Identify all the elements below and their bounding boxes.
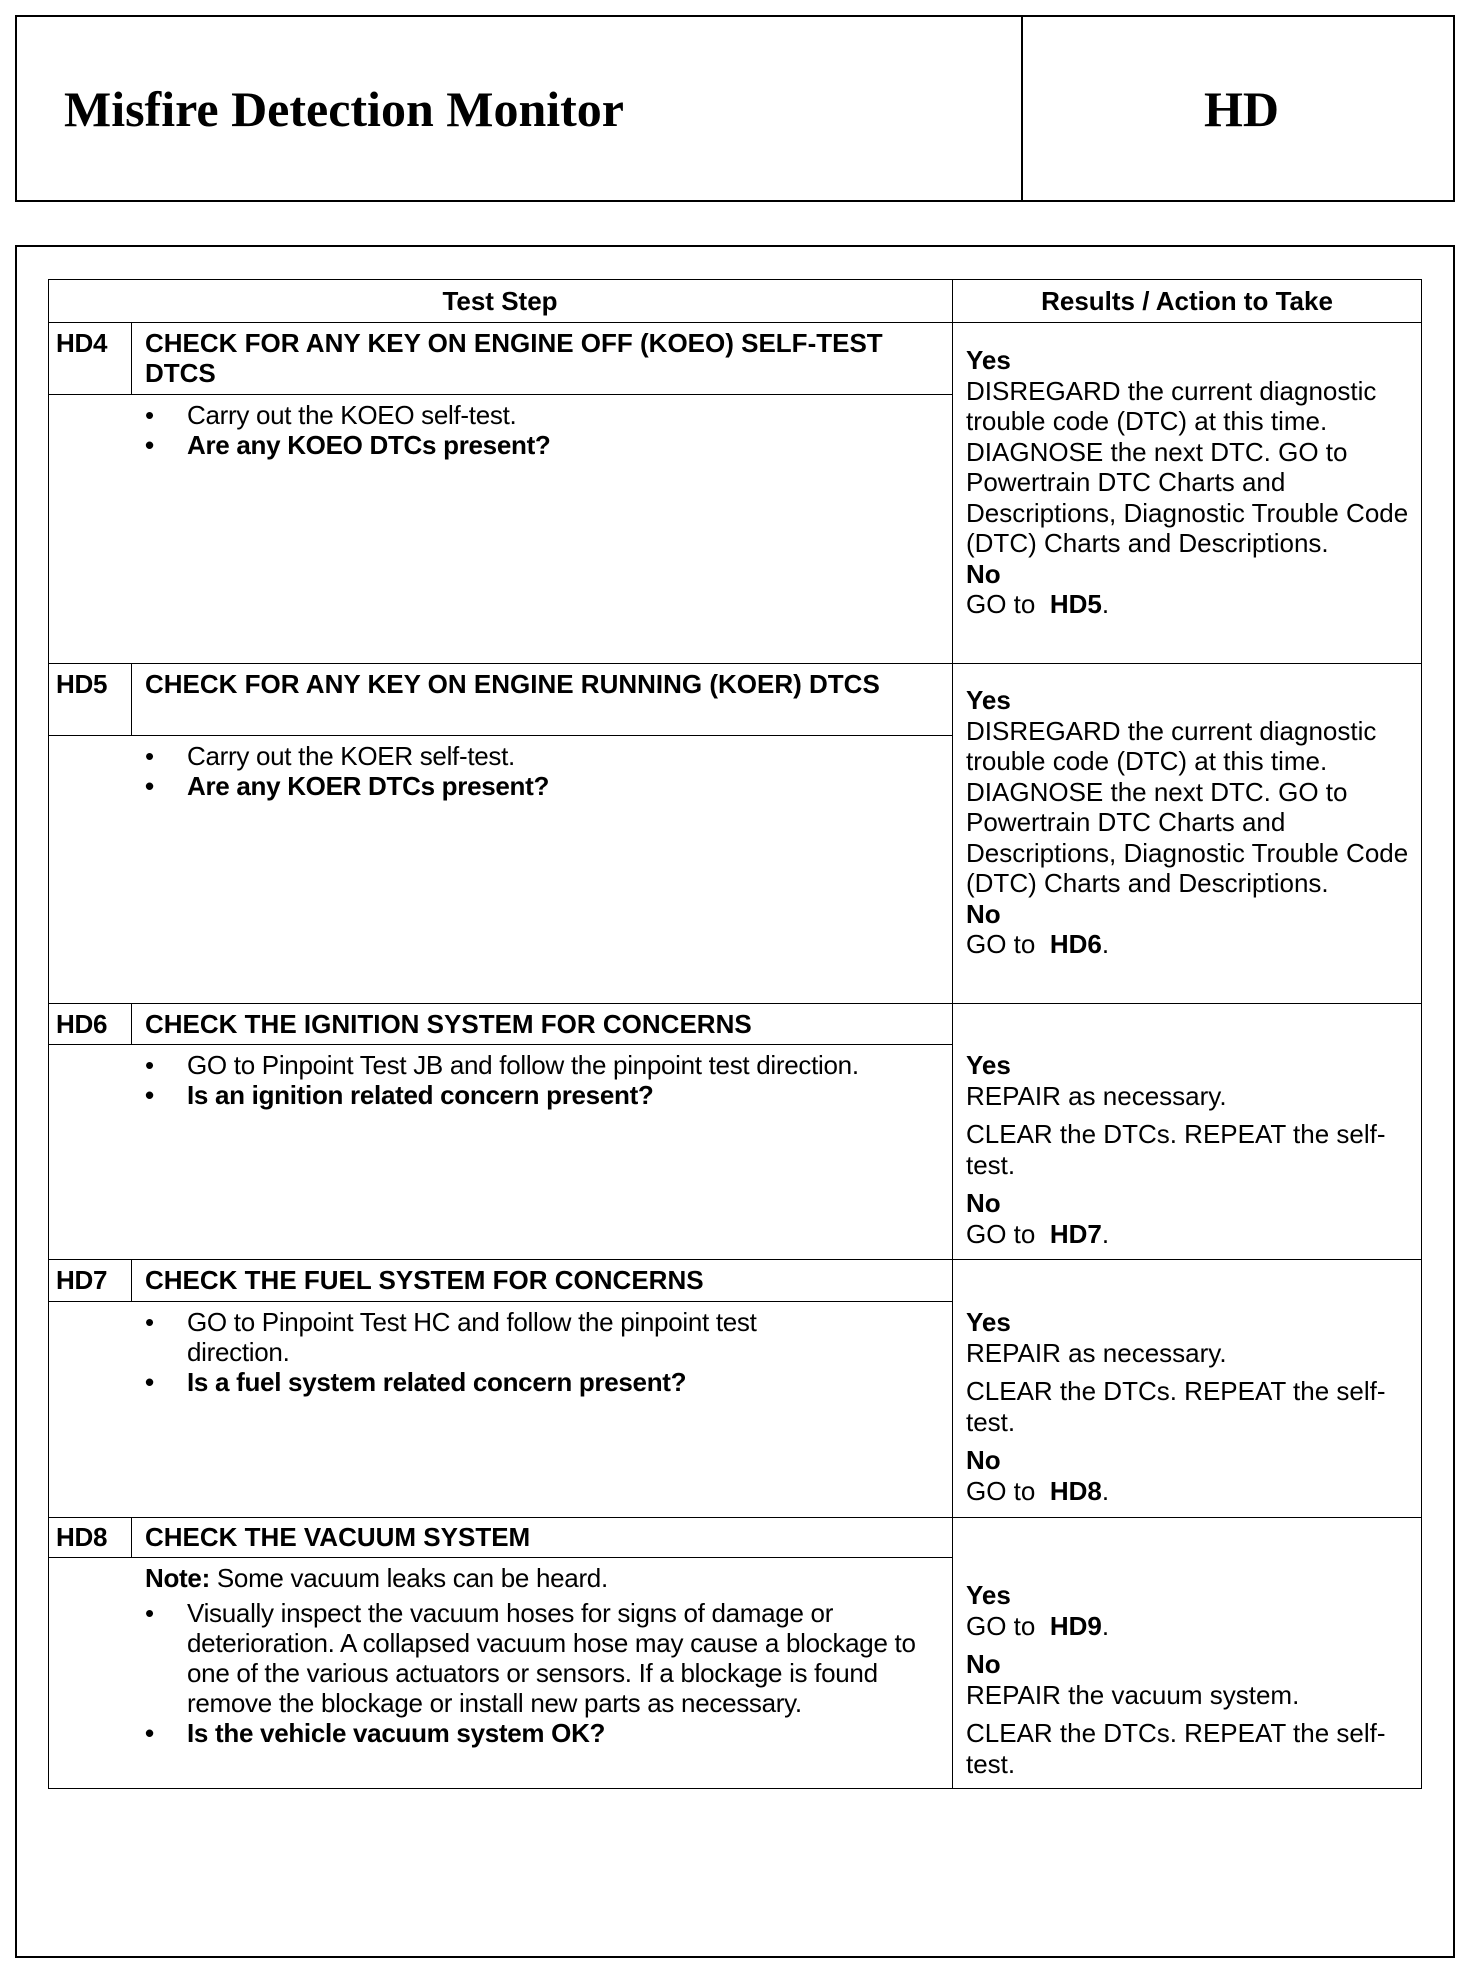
title-divider (48, 735, 952, 736)
yes-text: DISREGARD the current diagnostic trouble code (DTC) at this time. DIAGNOSE the next DTC. GO to Powertrain DTC Charts and Descriptions, Diagnostic Trouble Code (DTC) Charts and Descriptions. (966, 715, 1409, 898)
title-divider (48, 1301, 952, 1302)
list-item: • Is a fuel system related concern present? (145, 1367, 865, 1397)
yes-label: Yes (966, 1307, 1011, 1337)
yes-label: Yes (966, 345, 1011, 375)
column-header-results: Results / Action to Take (1041, 286, 1333, 316)
step-items (145, 1050, 865, 1110)
goto-target: HD9 (1049, 1610, 1102, 1641)
goto-target: HD7 (1049, 1218, 1102, 1249)
yes-text: DISREGARD the current diagnostic trouble code (DTC) at this time. DIAGNOSE the next DTC. GO to Powertrain DTC Charts and Descriptions, Diagnostic Trouble Code (DTC) Charts and Descriptions. (966, 375, 1409, 558)
note-text: Some vacuum leaks can be heard. (209, 1563, 608, 1593)
title-divider (48, 1044, 952, 1045)
step-items (145, 741, 935, 801)
no-label: No (966, 1445, 1001, 1475)
result-cell (966, 1580, 1421, 1779)
step-title: CHECK THE VACUUM SYSTEM (145, 1522, 531, 1552)
result-cell (966, 345, 1421, 620)
step-title: CHECK THE FUEL SYSTEM FOR CONCERNS (145, 1265, 704, 1295)
no-text: REPAIR the vacuum system. (966, 1679, 1300, 1710)
no-label: No (966, 1649, 1001, 1679)
goto-text: GO to (966, 929, 1036, 959)
list-item: • Carry out the KOEO self-test. (145, 400, 935, 430)
step-divider (131, 322, 132, 394)
row-divider (48, 1259, 1422, 1260)
step-title: CHECK FOR ANY KEY ON ENGINE RUNNING (KOER) DTCS (145, 669, 880, 699)
result-cell (966, 685, 1421, 960)
step-items (145, 1307, 865, 1397)
step-id: HD8 (56, 1522, 108, 1552)
goto-target: HD5 (1049, 589, 1102, 619)
list-item: • Carry out the KOER self-test. (145, 741, 935, 771)
no-label: No (966, 1188, 1001, 1218)
yes-text: REPAIR as necessary. (966, 1080, 1227, 1111)
no-text: GO to HD6. (966, 929, 1110, 959)
yes-label: Yes (966, 1580, 1011, 1610)
step-divider (131, 1517, 132, 1557)
list-item: • Is an ignition related concern present? (145, 1080, 865, 1110)
page-title: Misfire Detection Monitor (64, 81, 624, 137)
yes-text: REPAIR as necessary. (966, 1337, 1227, 1368)
list-item: • GO to Pinpoint Test JB and follow the pinpoint test direction. (145, 1050, 865, 1080)
step-title: CHECK THE IGNITION SYSTEM FOR CONCERNS (145, 1009, 752, 1039)
result-cell (966, 1307, 1421, 1506)
goto-target: HD8 (1049, 1475, 1102, 1506)
step-id: HD4 (56, 328, 108, 358)
list-item: • Is the vehicle vacuum system OK? (145, 1718, 935, 1748)
note-label: Note: (145, 1563, 210, 1593)
goto-target: HD6 (1049, 929, 1102, 959)
step-id: HD6 (56, 1009, 108, 1039)
list-item: • GO to Pinpoint Test HC and follow the pinpoint test direction. (145, 1307, 865, 1367)
goto-text: GO to (966, 1610, 1036, 1641)
step-title: CHECK FOR ANY KEY ON ENGINE OFF (KOEO) SELF-TEST DTCS (145, 328, 883, 388)
column-divider (952, 279, 953, 1789)
no-text: GO to HD5. (966, 589, 1110, 619)
list-item: • Are any KOER DTCs present? (145, 771, 935, 801)
step-divider (131, 1003, 132, 1044)
row-divider (48, 1003, 1422, 1004)
no-label: No (966, 898, 1001, 929)
result-cell (966, 1050, 1421, 1249)
yes-text: CLEAR the DTCs. REPEAT the self-test. (966, 1119, 1386, 1180)
goto-text: GO to (966, 589, 1036, 619)
list-item: • Visually inspect the vacuum hoses for signs of damage or deterioration. A collapsed vacuum hose may cause a blockage to one of the various actuators or sensors. If a blockage is found remove the blockage or install new parts as necessary. (145, 1598, 935, 1718)
yes-text: CLEAR the DTCs. REPEAT the self-test. (966, 1376, 1386, 1437)
goto-text: GO to (966, 1218, 1036, 1249)
step-divider (131, 663, 132, 735)
goto-text: GO to (966, 1475, 1036, 1506)
row-divider (48, 663, 1422, 664)
step-items (145, 1598, 935, 1748)
step-id: HD5 (56, 669, 108, 699)
yes-label: Yes (966, 685, 1011, 715)
list-item: • Are any KOEO DTCs present? (145, 430, 935, 460)
step-items (145, 400, 935, 460)
header-row-line (48, 322, 1422, 323)
step-divider (131, 1259, 132, 1301)
title-divider (48, 394, 952, 395)
no-text: GO to HD8. (966, 1475, 1110, 1506)
section-code: HD (1204, 81, 1279, 137)
yes-label: Yes (966, 1050, 1011, 1080)
no-text: CLEAR the DTCs. REPEAT the self-test. (966, 1718, 1386, 1779)
title-divider (48, 1557, 952, 1558)
row-divider (48, 1517, 1422, 1518)
header-divider (1021, 15, 1023, 202)
step-id: HD7 (56, 1265, 108, 1295)
yes-text: GO to HD9. (966, 1610, 1110, 1641)
no-label: No (966, 558, 1001, 589)
no-text: GO to HD7. (966, 1218, 1110, 1249)
column-header-test-step: Test Step (442, 286, 558, 316)
note (145, 1563, 935, 1593)
